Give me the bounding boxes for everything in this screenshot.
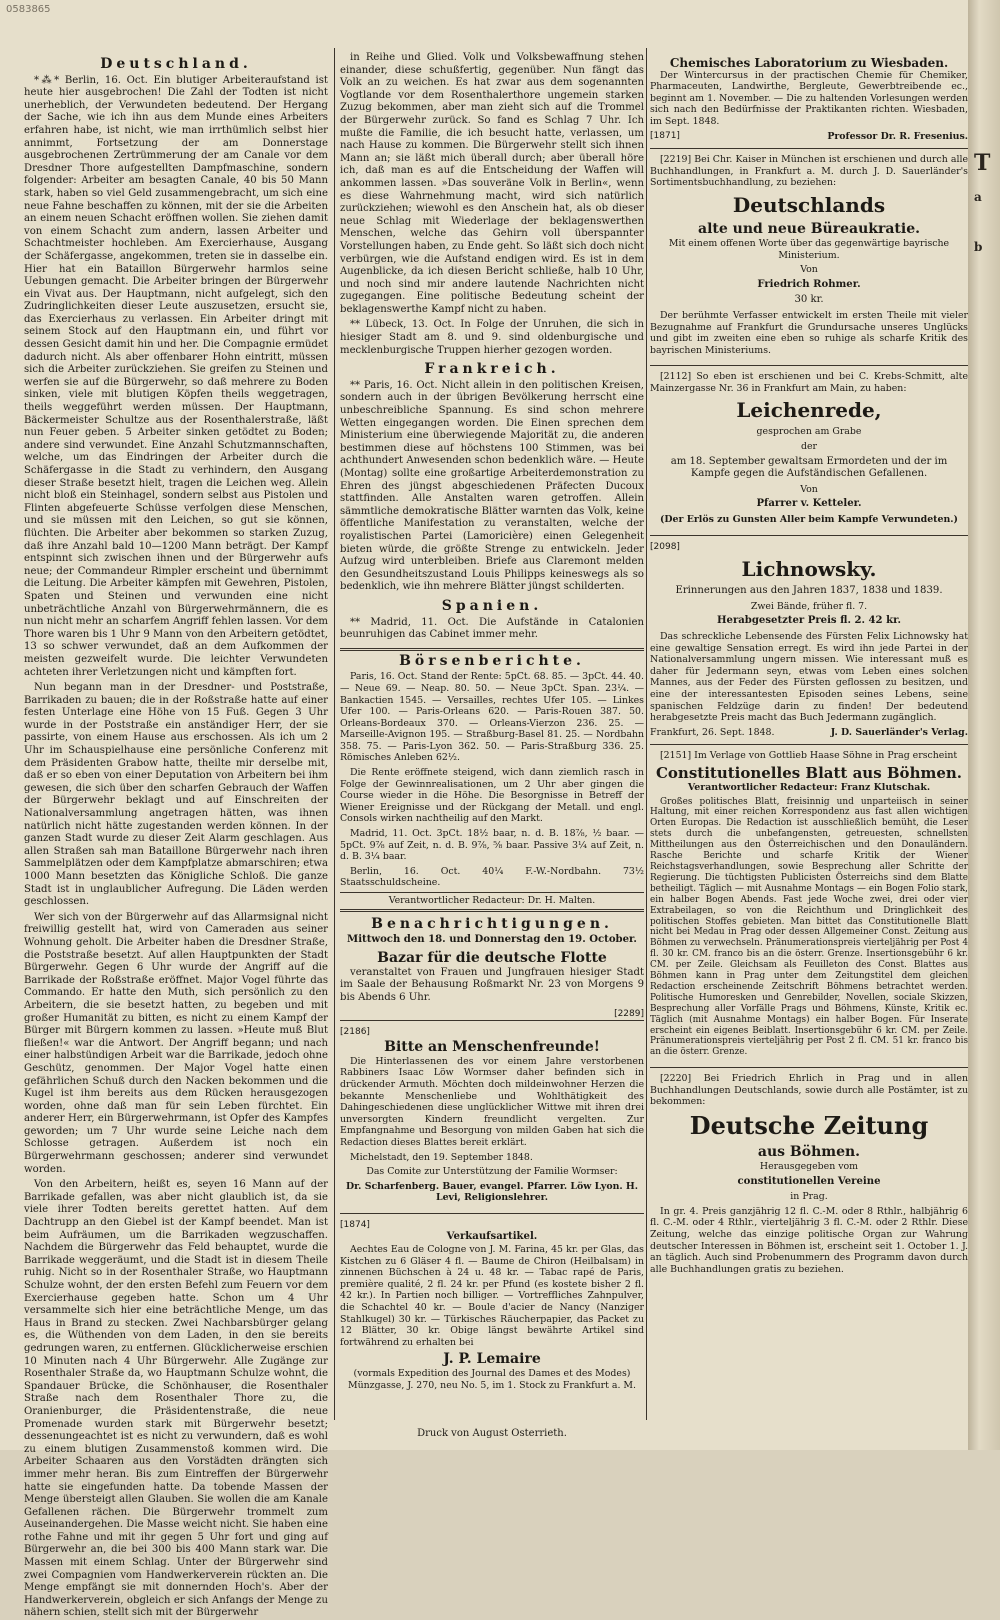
dz-by: Herausgegeben vom [759, 1161, 859, 1173]
lich-volumes: Zwei Bände, früher fl. 7. [750, 600, 868, 612]
rohmer-von: Von [800, 264, 818, 276]
lab-title: Chemisches Laboratorium zu Wiesbaden. [669, 56, 949, 70]
rohmer-intro: [2219] Bei Chr. Kaiser in München ist erschienen und durch alle Buchhandlungen, in Frankfurt a. M. durch J. D. Sauerländer's Sortimentsbuchhandlung, zu beziehen: [650, 154, 968, 189]
article-paragraph: Nun begann man in der Dresdner- und Poststraße, Barrikaden zu bauen; die in der Roßstraße hatte auf einer festen Unterlage eine Höhe von 15 Fuß. Gegen 3 Uhr wurde in der Poststraße ein anständiger Herr, der sie passirte, von einem Hause aus erschossen. Als ich um 2 Uhr im Schauspielhause eine persönliche Conferenz mit dem Präsidenten Grabow hatte, theilte mir derselbe mit, daß er so eben von einer Deputation von Arbeitern bei ihm gewesen, die sich über den scharfen Gebrauch der Waffen der Bürgerwehr beklagt und auf Einschreiten der Nationalversammlung angetragen hätten, was ihnen natürlich nicht hätte zugestanden werden können. In der ganzen Stadt wurde zu dieser Zeit Alarm geschlagen. Aus allen Straßen sah man Bataillone Bürgerwehr nach ihren Sammelplätzen oder dem Kampfplatze abmarschiren; etwa 1000 Mann besetzten das Königliche Schloß. Die ganze Stadt ist in unglaublicher Aufregung. Die Läden werden geschlossen. [24, 682, 328, 908]
verkauf-title: Verkaufsartikel. [446, 1231, 538, 1243]
leichen-text: am 18. September gewaltsam Ermordeten und der im Kampfe gegen die Aufständischen Gefallenen. [670, 455, 948, 480]
ad-number: [1874] [340, 1219, 370, 1230]
verkauf-text: Aechtes Eau de Cologne von J. M. Farina, 45 kr. per Glas, das Kistchen zu 6 Gläser 4 fl. — Baume de Chiron (Heilbalsam) in zinnenen Büchschen à 24 u. 48 kr. — Tabac rapé de Paris, première qualité, 2 fl. 24 kr. per Pfund (es kostete bisher 2 fl. 42 kr.). In Partien noch billiger. — Vortreffliches Zahnpulver, die Schachtel 40 kr. — Boule d'acier de Nancy (Nanziger Stahlkugel) 30 kr. — Türkisches Räucherpapier, das Packet zu 12 Blätter, 30 kr. Obige längst bewährte Artikel sind fortwährend zu erhalten bei [340, 1244, 644, 1348]
bitte-text: Die Hinterlassenen des vor einem Jahre verstorbenen Rabbiners Isaac Löw Wormser daher befinden sich in drückender Armuth. Möchten doch mildeinwohner Herzen die bekannte Menschenliebe und Wohlthätigkeit des Dahingeschiedenen diese unglücklicher Wittwe mit ihren drei unversorgten Kindern freundlicht vergelten. Zur Empfangnahme und Besorgung von milden Gaben hat sich die Redaction dieses Blattes bereit erklärt. [340, 1055, 644, 1148]
section-heading-frankreich: Frankreich. [424, 361, 560, 378]
bazar-text: veranstaltet von Frauen und Jungfrauen hiesiger Stadt im Saale der Behausung Roßmarkt Nr. 23 von Morgens 9 bis Abends 6 Uhr. [340, 966, 644, 1003]
bitte-place: Michelstadt, den 19. September 1848. [350, 1151, 533, 1163]
rohmer-subtitle: Mit einem offenen Worte über das gegenwärtige bayrische Ministerium. [668, 237, 950, 261]
section-heading-deutschland: Deutschland. [100, 56, 252, 72]
bitte-committee: Das Comite zur Unterstützung der Familie Wormser: [366, 1166, 618, 1178]
ad-deutsche-zeitung [650, 1067, 968, 1284]
leichen-author: Pfarrer v. Ketteler. [756, 498, 862, 510]
column-advertisements [650, 52, 968, 1284]
leichen-note: (Der Erlös zu Gunsten Aller beim Kampfe Verwundeten.) [659, 514, 958, 526]
ad-leichenrede [650, 365, 968, 534]
article-paragraph: ** Madrid, 11. Oct. Die Aufstände in Catalonien beunruhigen das Cabinet immer mehr. [340, 616, 644, 641]
dz-verein: constitutionellen Vereine [737, 1175, 881, 1187]
verkauf-address: (vormals Expedition des Journal des Dames et des Modes) Münzgasse, J. 270, neu No. 5, im 1. Stock zu Frankfurt a. M. [347, 1368, 636, 1391]
rohmer-author: Friedrich Rohmer. [757, 278, 861, 290]
article-paragraph: ** Paris, 16. Oct. Nicht allein in den politischen Kreisen, sondern auch in der übrigen Bevölkerung herrscht eine unbeschreibliche Spannung. Es sind schon mehrere Wetten eingegangen worden. Die Einen sprechen dem Ministerium eine überwiegende Majorität zu, die anderen bestimmen diese auf höchstens 100 Stimmen, was bei achthundert Anwesenden schon bedenklich wäre. — Heute (Montag) sollte eine großartige Arbeiterdemonstration zu Ehren des jüngst abgeschiedenen Präfecten Ducoux stattfinden. Alle Anstalten waren getroffen. Allein sämmtliche demokratische Blätter warnten das Volk, keine öffentliche Manifestation zu veranstalten, welche der royalistischen Partei (Lamoricière) einen Gelegenheit bieten würde, die größte Strenge zu entwickeln. Jeder Aufzug wird unterbleiben. Briefe aus Claremont melden den Gesundheitszustand Louis Philipps keineswegs als so bedenklich, wie ihn mehrere Blätter jüngst schilderten. [340, 379, 644, 593]
dz-sub: aus Böhmen. [757, 1144, 861, 1161]
rohmer-price: 30 kr. [794, 294, 824, 306]
article-paragraph: in Reihe und Glied. Volk und Volksbewaffnung stehen einander, diese schußfertig, gegenüber. Nun fängt das Volk an zu weichen. Es hat zwar aus dem sogenannten Vogtlande vor dem Rosenthalerthore ungemein starken Zuzug bekommen, aber man zieht sich auf die Trommel der Bürgerwehr zurück. So fand es Schlag 7 Uhr. Ich mußte die Familie, die ich besucht hatte, verlassen, um nach Hause zu kommen. Die Bürgerwehr stellt sich ihnen Mann an; sie läßt mich überall durch; aber überall höre ich, daß man es auf die Entscheidung der Waffen will ankommen lassen. »Das souveräne Volk in Berlin«, wenn es diese Wahrnehmung macht, wird sich natürlich zurückziehen; wiewohl es den Anschein hat, als ob dieser neue Schlag mit Wiederlage der beklagenswerthen Menschen, welche das Gehirn voll überspannter Vorstellungen haben, zu Ende geht. So läßt sich doch nicht verbürgen, wie die Aufstand endigen wird. Es ist in dem Augenblicke, da ich diesen Bericht schließe, halb 10 Uhr, und noch sind mir andere lautende Nachrichten nicht zugegangen. Eine politische Bedeutung scheint der beklagenswerthe Kampf nicht zu haben. [340, 52, 644, 315]
ad-number: [2186] [340, 1027, 370, 1038]
leichen-der: der [800, 441, 818, 453]
edge-letter: T [974, 150, 991, 176]
section-heading-notices: Benachrichtigungen. [371, 915, 613, 932]
ad-number: [1871] [650, 130, 680, 141]
ad-laboratorium [650, 52, 968, 148]
dz-intro: [2220] Bei Friedrich Ehrlich in Prag und in allen Buchhandlungen Deutschlands, sowie durch alle Postämter, ist zu bekommen: [650, 1073, 968, 1108]
market-paragraph: Madrid, 11. Oct. 3pCt. 18½ baar, n. d. B. 18⅞, ½ baar. — 5pCt. 9⅞ auf Zeit, n. d. B. 9⅞, ⅝ baar. Passive 3¼ auf Zeit, n. d. B. 3¼ baar. [340, 828, 644, 863]
market-paragraph: Berlin, 16. Oct. 40¼ F.-W.-Nordbahn. 73½ Staatsschuldscheine. [340, 865, 644, 889]
ad-rohmer [650, 148, 968, 365]
lab-signature: Professor Dr. R. Fresenius. [827, 130, 968, 142]
article-paragraph: Wer sich von der Bürgerwehr auf das Allarmsignal nicht freiwillig gestellt hat, wird von Cameraden aus seiner Wohnung geholt. Die Arbeiter haben die Dresdner Straße, die Poststraße besetzt. Auf allen Hauptpunkten der Stadt Bürgerwehr. Gegen 6 Uhr wurde der Angriff auf die Barrikade der Roßstraße eröffnet. Major Vogel führte das Commando. Er hatte den Muth, sich persönlich zu den Arbeitern, die sie besetzt hatten, zu begeben und mit großer Humanität zu bitten, es nicht zu einem Kampf der Bürger mit Bürgern kommen zu lassen. »Heute muß Blut fließen!« war die Antwort. Der Angriff begann; und nach einer halbstündigen Arbeit war die Barrikade, jedoch ohne Geschütz, genommen. Der Major Vogel hatte einen gefährlichen Schuß durch den Nacken bekommen und die Kugel ist ihm bereits aus dem Rücken herausgezogen worden, ohne daß man für sein Leben fürchtet. Ein anderer Herr, ein Bürgerwehrmann, ist Opfer des Kampfes geworden; um 7 Uhr wurde seine Leiche nach dem Schlosse getragen. Außerdem ist noch ein Bürgerwehrmann geschossen; anderer sind verwundet worden. [24, 911, 328, 1175]
bitte-title: Bitte an Menschenfreunde! [384, 1038, 600, 1055]
ad-number: [2289] [614, 1008, 644, 1019]
dz-place: in Prag. [790, 1191, 828, 1203]
column-divider [646, 48, 647, 1420]
const-title: Constitutionelles Blatt aus Böhmen. [655, 763, 963, 782]
ad-lichnowsky [650, 535, 968, 745]
dz-title: Deutsche Zeitung [689, 1111, 929, 1141]
article-paragraph: Von den Arbeitern, heißt es, seyen 16 Mann auf der Barrikade gefallen, was aber nicht glaublich ist, da sie viele ihrer Todten bereits gerettet hatten. Auf dem Dachtrupp an den Giebel ist der Kampf beendet. Man ist beim Aufräumen, um die Barrikaden wegzuschaffen. Nachdem die Bürgerwehr das Feld behauptet, wurde die Barrikade weggeräumt, und die Stadt ist in diesem Theile ruhig. Nicht so in der Rosenthaler Straße, wo Hauptmann Schulze wohnt, der den ersten Befehl zum Feuern vor dem Exercierhause gegeben hatte. Schon um 4 Uhr versammelte sich hier eine beträchtliche Menge, um das Haus in Brand zu stecken. Zwei Nachbarsbürger gelang es, die Wüthenden von dem Laden, in den sie bereits gedrungen waren, zu entfernen. Glücklicherweise erschien 10 Minuten nach 4 Uhr Bürgerwehr. Alle Zugänge zur Rosenthaler Straße da, wo Hauptmann Schulze wohnt, die Spandauer Brücke, die Schönhauser, die Rosenthaler Straße nach dem Rosenthaler Thore zu, die Oranienburger, die Präsidentenstraße, die neue Promenade wurden stark mit Bürgerwehr besetzt; dessenungeachtet ist es nicht zu verwundern, daß es wohl zu einem blutigen Zusammenstoß kommen wird. Die Arbeiter Schaaren aus den Vorstädten drängten sich immer mehr heran. Bis zum Eintreffen der Bürgerwehr hatte sie eingefunden hatte. Da tobende Massen der Menge übersteigt allen Glauben. Sie wollen die am Kanale Gefallenen rächen. Die Bürgerwehr trommelt zum Auseinandergehen. Die Masse weicht nicht. Sie haben eine rothe Fahne und mit ihr gegen 5 Uhr fort und ging auf Bürgerwehr an, die bei 300 bis 400 Mann stark war. Die Massen mit einem Schlag. Unter der Bürgerwehr sind zwei Compagnien vom Handwerkerverein rückten an. Die Menge empfängt sie mit donnernden Hoch's. Aber der Handwerkerverein, obgleich er sich Anfangs der Menge zu nähern schien, stellt sich mit der Bürgerwehr [24, 1179, 328, 1619]
leichen-title: Leichenrede, [736, 398, 882, 423]
market-paragraph: Die Rente eröffnete steigend, wich dann ziemlich rasch in Folge der Gewinnrealisationen, um 2 Uhr aber gingen die Course wieder in die Höhe. Die Besorgnisse in Betreff der Wiener Ereignisse und der Rückgang der Metall. und engl. Consols wirken nachtheilig auf den Markt. [340, 767, 644, 825]
verkauf-seller: J. P. Lemaire [443, 1351, 541, 1368]
lich-text: Das schreckliche Lebensende des Fürsten Felix Lichnowsky hat eine gewaltige Sensation erregt. Es wird ihn jede Partei in der Nationalversammlung ungern missen. Wie interessant muß es daher für Jedermann seyn, etwas vom Leben eines solchen Mannes, aus der Feder des Fürsten geflossen zu besitzen, und eine der interessantesten Episoden seines Lebens, seine spanischen Feldzüge darin zu finden! Der bedeutend herabgesetzte Preis macht das Buch Jedermann zugänglich. [650, 631, 968, 724]
bitte-names: Dr. Scharfenberg. Bauer, evangel. Pfarrer. Löw Lyon. H. Levi, Religionslehrer. [345, 1180, 639, 1204]
const-text: Großes politisches Blatt, freisinnig und unparteiisch in seiner Haltung, mit einer reichen Korrespondenz aus fast allen wichtigen Orten Europas. Die Redaction ist ausschließlich bemüht, die Leser stets durch die unbefangensten, getreuesten, schnellsten Mittheilungen aus den Österreichischen und den Donauländern. Rasche Berichte und scharfe Kritik der Wiener Reichstagsverhandlungen, sowie Besprechung aller Schritte der Regierung. Die tüchtigsten Publicisten Österreichs sind dem Blatte betheiligt. Täglich — mit Ausnahme Montags — ein Bogen Folio stark, ein halber Bogen Abends. Fast jede Woche zwei, drei oder vier Extrabeilagen, so von die Reichthum und Dringlichkeit des politischen Stoffes gebieten. Man bittet das Constitutionelle Blatt nicht bei Medau in Prag oder dessen Allgemeiner Const. Zeitung aus Böhmen zu verwechseln. Pränumerationspreis vierteljährig per Post 4 fl. 30 kr. CM. franco bis an die österr. Grenze. Insertionsgebühr 6 kr. CM. per Zeile. Gleichsam als Feuilleton des Const. Blattes aus Böhmen kann in Prag unter dem Zeitungstitel dem gleichen Redaction erscheinende Zeitschrift Böhmens betrachtet werden. Politische Humoresken und Genrebilder, Novellen, sociale Skizzen, Besprechung aller Vorfälle Prags und Böhmens, Künste, Kritik ec. Täglich (mit Ausnahme Montags) ein halber Bogen. Für Inserate erscheint ein eigenes Beiblatt. Insertionsgebühr 6 kr. CM. per Zeile. Pränumerationspreis vierteljährig per Post 2 fl. CM. 51 kr. franco bis an die österr. Grenze. [650, 796, 968, 1058]
lich-place: Frankfurt, 26. Sept. 1848. [650, 726, 775, 738]
editor-line: Verantwortlicher Redacteur: Dr. H. Malten. [340, 892, 644, 912]
section-heading-spanien: Spanien. [441, 597, 543, 614]
ad-constitutionelles-blatt [650, 744, 968, 1067]
column-divider [334, 48, 335, 1420]
article-paragraph: ** Lübeck, 13. Oct. In Folge der Unruhen, die sich in hiesiger Stadt am 8. und 9. sind oldenburgische und mecklenburgische Truppen hierher gezogen worden. [340, 319, 644, 356]
bazar-title: Bazar für die deutsche Flotte [377, 949, 607, 966]
lab-text: Der Wintercursus in der practischen Chemie für Chemiker, Pharmaceuten, Landwirthe, Bergleute, Gewerbtreibende ec., beginnt am 1. November. — Die zu haltenden Vorlesungen werden sich nach den Bedürfnisse der Praktikanten richten. Wiesbaden, im Sept. 1848. [650, 69, 968, 127]
archive-stamp: 0583865 [6, 4, 51, 15]
ad-bitte [340, 1020, 644, 1213]
leichen-sub: gesprochen am Grabe [756, 426, 862, 438]
const-editor: Verantwortlicher Redacteur: Franz Klutschak. [687, 781, 931, 793]
section-heading-boersen: Börsenberichte. [340, 648, 644, 668]
rohmer-note: Der berühmte Verfasser entwickelt im ersten Theile mit vieler Bezugnahme auf Frankfurt die Grundursache unseres Unglücks und gibt im zweiten eine eben so ruhige als scharfe Kritik des bayrischen Ministeriums. [650, 309, 968, 356]
lich-sub: Erinnerungen aus den Jahren 1837, 1838 und 1839. [675, 585, 943, 597]
printer-imprint: Druck von August Osterrieth. [417, 1428, 567, 1439]
ad-number: [2098] [650, 541, 680, 552]
notice-date: Mittwoch den 18. und Donnerstag den 19. October. [347, 934, 637, 946]
edge-letter: a [974, 190, 982, 204]
rohmer-title-2: alte und neue Büreaukratie. [698, 220, 920, 237]
lich-footer [650, 727, 968, 739]
lich-price: Herabgesetzter Preis fl. 2. 42 kr. [716, 615, 901, 627]
dz-text: In gr. 4. Preis ganzjährig 12 fl. C.-M. oder 8 Rthlr., halbjährig 6 fl. C.-M. oder 4 Rthlr., vierteljährig 3 fl. C.-M. oder 2 Rthlr. Diese Zeitung, welche das einzige politische Organ zur Wahrung deutscher Interessen in Böhmen ist, erscheint seit 1. October 1. J. an täglich. Auch sind Probenummern des Programm davon durch alle Buchhandlungen gratis zu beziehen. [650, 1205, 968, 1275]
leichen-von: Von [800, 483, 818, 495]
adjacent-page-edge [968, 0, 1000, 1450]
rohmer-title-1: Deutschlands [732, 192, 886, 217]
leichen-intro: [2112] So eben ist erschienen und bei C. Krebs-Schmitt, alte Mainzergasse Nr. 36 in Frankfurt am Main, zu haben: [650, 371, 968, 394]
column-deutschland [24, 52, 328, 1619]
column-middle [340, 52, 644, 1401]
market-paragraph: Paris, 16. Oct. Stand der Rente: 5pCt. 68. 85. — 3pCt. 44. 40. — Neue 69. — Neap. 80. 50. — Neue 3pCt. Span. 23¼. — Bankactien 1545. — Versailles, rechtes Ufer 105. — Linkes Ufer 100. — Paris-Orleans 620. — Paris-Rouen 387. 50. Orleans-Bordeaux 370. — Orleans-Vierzon 236. 25. — Marseille-Avignon 195. — Straßburg-Basel 81. 25. — Nordbahn 358. 75. — Paris-Lyon 362. 50. — Paris-Straßburg 336. 25. Römisches Anleben 62½. [340, 671, 644, 764]
edge-letter: b [974, 240, 983, 254]
ad-verkauf [340, 1213, 644, 1401]
lich-publisher: J. D. Sauerländer's Verlag. [830, 726, 968, 738]
lab-footer [650, 131, 968, 143]
lich-title: Lichnowsky. [741, 557, 877, 582]
article-paragraph: *⁂* Berlin, 16. Oct. Ein blutiger Arbeiteraufstand ist heute hier ausgebrochen! Die Zahl der Todten ist nicht unerheblich, der Verwundeten bedeutend. Der Hergang der Sache, wie ich ihn aus dem Munde eines Arbeiters erfahren habe, ist nicht, wie man irrthümlich selbst hier annimmt, Fortsetzung der am Donnerstage ausgebrochenen Zertrümmerung der am Canale vor dem Dresdner Thore aufgestellten Dampfmaschine, sondern folgender: Arbeiter am besagten Canale, 40 bis 50 Mann stark, haben so viel Geld zusammengebracht, um sich eine neue Fahne beschaffen zu können, mit der sie die Arbeiten an einem neuen Schacht eröffnen wollen. Sie ziehen damit von einem Schacht zum andern, lassen Arbeiter und Schachtmeister hochleben. Am Exercierhause, Ausgang der Schäfergasse, angekommen, treten sie in dasselbe ein. Hier hat ein Bataillon Bürgerwehr harmlos seine Uebungen gemacht. Die Arbeiter bringen der Bürgerwehr ein Vivat aus. Der Hauptmann, nicht aufgelegt, sich den Zudringlichkeiten dieser Leute auszusetzen, ersucht sie, das Exercierhaus zu verlassen. Ein Arbeiter dringt mit seinem Stock auf den Hauptmann ein, und führt vor dessen Gesicht damit hin und her. Die Compagnie ermüdet dadurch nicht. Als aber offenbarer Hohn eintritt, müssen sich die Arbeiter zurückziehen. Sie greifen zu Steinen und werfen sie auf die Bürgerwehr, so daß mehrere zu Boden sinken, viele mit blutigen Köpfen theils weggetragen, theils weggeführt werden müssen. Der Hauptmann, Bäckermeister Schultze aus der Rosenthalerstraße, läßt nun Feuer geben. 5 Arbeiter sinken getödtet zu Boden; andere sind verwundet. Eine Anzahl Schutzmannschaften, welche, um das Eindringen der Arbeiter durch die Schäfergasse in die Stadt zu verhindern, den Ausgang dieser Straße besetzt hielt, tragen die Leichen weg. Allein nicht bloß ein Steinhagel, sondern selbst aus Pistolen und Flinten abgefeuerte Schüsse verfolgen diese Menschen, und sie müssen mit den Leichen, so gut sie können, flüchten. Die Arbeiter aber bekommen so starken Zuzug, daß ihre Anzahl bald 10—1200 Mann beträgt. Der Kampf entspinnt sich zwischen ihnen und der Bürgerwehr aufs neue; der Commandeur Rimpler erscheint und übernimmt die Leitung. Die Arbeiter kämpfen mit Gewehren, Pistolen, Spaten und Steinen und verwunden eine nicht unbeträchtliche Anzahl von Bürgerwehrmännern, die es nun nicht mehr an scharfem Angriff fehlen lassen. Vor dem Thore waren bis 1 Uhr 9 Mann von den Arbeitern getödtet, 13 so schwer verwundet, daß an dem Aufkommen der meisten gezweifelt wurde. Die leichter Verwundeten achteten ihrer Verletzungen nicht und kämpften fort. [24, 74, 328, 678]
const-intro: [2151] Im Verlage von Gottlieb Haase Söhne in Prag erscheint [660, 750, 958, 762]
